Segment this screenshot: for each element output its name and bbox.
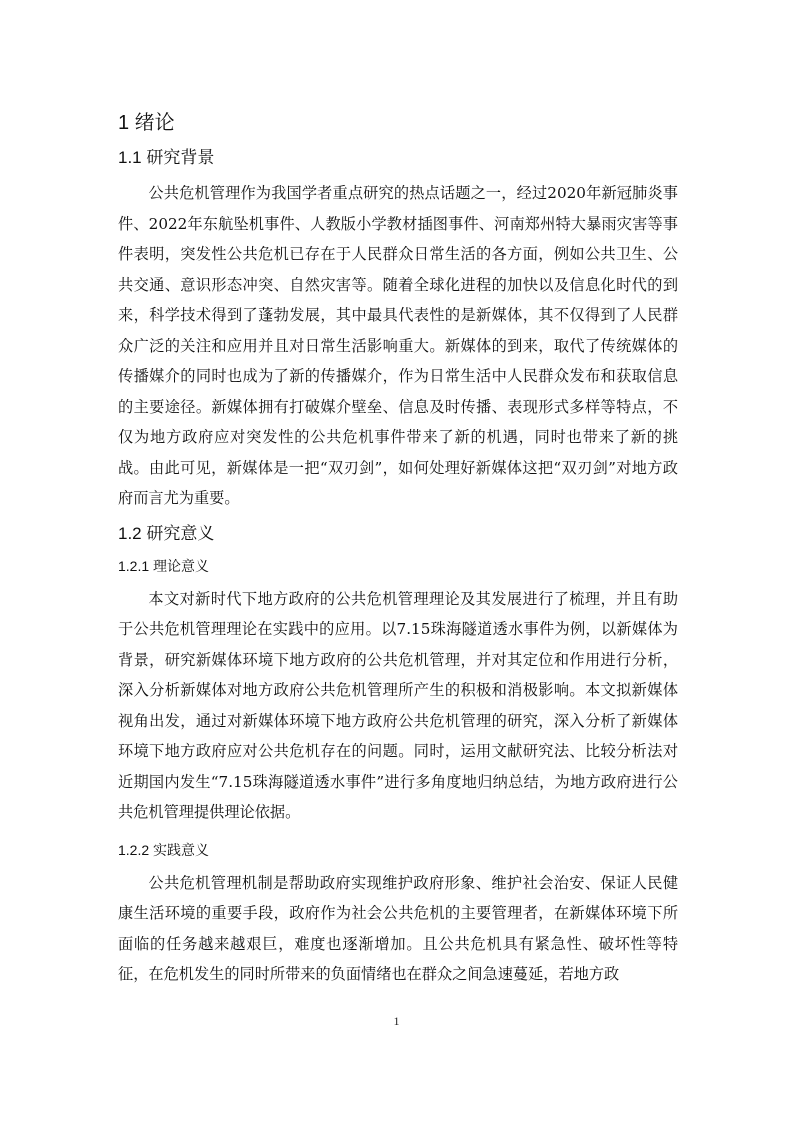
subsection-title-practice: 1.2.2 实践意义 <box>118 841 210 858</box>
paragraph-theory: 本文对新时代下地方政府的公共危机管理理论及其发展进行了梳理，并且有助于公共危机管理理论在实践中的应用。以7.15珠海隧道透水事件为例，以新媒体为背景，研究新媒体环境下地方政府的公共危机管理，并对其定位和作用进行分析，深入分析新媒体对地方政府公共危机管理所产生的积极和消极影响。本文拟新媒体视角出发，通过对新媒体环境下地方政府公共危机管理的研究，深入分析了新媒体环境下地方政府应对公共危机存在的问题。同时，运用文献研究法、比较分析法对近期国内发生“7.15珠海隧道透水事件”进行多角度地归纳总结，为地方政府进行公共危机管理提供理论依据。 <box>118 589 678 821</box>
chapter-title: 1 绪论 <box>118 112 175 134</box>
page-number: 1 <box>393 1014 400 1028</box>
section-title-background: 1.1 研究背景 <box>118 148 215 167</box>
paragraph-background: 公共危机管理作为我国学者重点研究的热点话题之一，经过2020年新冠肺炎事件、2022年东航坠机事件、人教版小学教材插图事件、河南郑州特大暴雨灾害等事件表明，突发性公共危机已存在于人民群众日常生活的各方面，例如公共卫生、公共交通、意识形态冲突、自然灾害等。随着全球化进程的加快以及信息化时代的到来，科学技术得到了蓬勃发展，其中最具代表性的是新媒体，其不仅得到了人民群众广泛的关注和应用并且对日常生活影响重大。新媒体的到来，取代了传统媒体的传播媒介的同时也成为了新的传播媒介，作为日常生活中人民群众发布和获取信息的主要途径。新媒体拥有打破媒介壁垒、信息及时传播、表现形式多样等特点，不仅为地方政府应对突发性的公共危机事件带来了新的机遇，同时也带来了新的挑战。由此可见，新媒体是一把“双刃剑”，如何处理好新媒体这把“双刃剑”对地方政府而言尤为重要。 <box>118 184 678 507</box>
paragraph-practice: 公共危机管理机制是帮助政府实现维护政府形象、维护社会治安、保证人民健康生活环境的重要手段，政府作为社会公共危机的主要管理者，在新媒体环境下所面临的任务越来越艰巨，难度也逐渐增加。且公共危机具有紧急性、破坏性等特征，在危机发生的同时所带来的负面情绪也在群众之间急速蔓延，若地方政 <box>118 873 678 983</box>
section-title-significance: 1.2 研究意义 <box>118 523 215 543</box>
page-content <box>118 108 678 994</box>
subsection-title-theory: 1.2.1 理论意义 <box>118 557 210 574</box>
